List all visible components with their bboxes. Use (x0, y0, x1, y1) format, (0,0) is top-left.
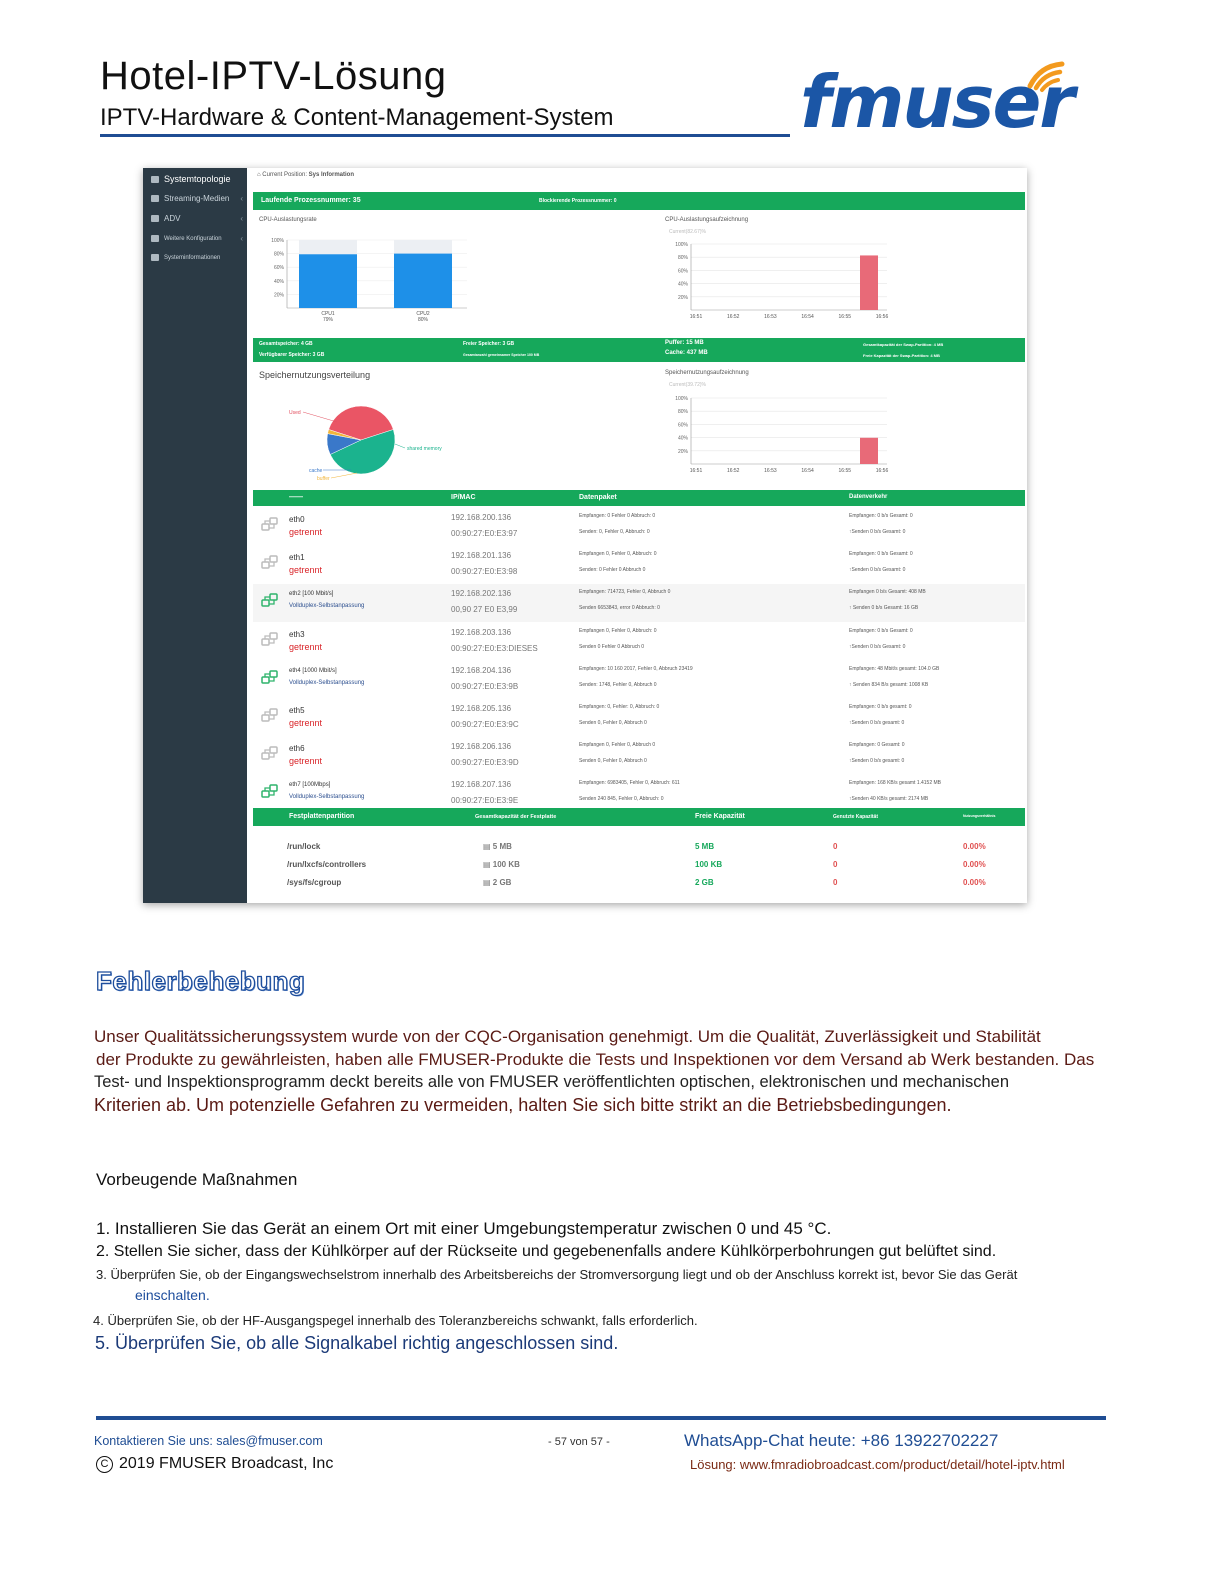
interface-status: Vollduplex-Selbstanpassung (289, 603, 365, 610)
memory-pie-chart (287, 400, 457, 484)
traffic-sent: ↑ Senden 834 B/s gesamt: 1008 KB (849, 681, 929, 688)
document-title: Hotel-IPTV-Lösung (100, 54, 447, 98)
packets-sent: Senden 6653843, error 0 Abbruch: 0 (579, 605, 660, 612)
traffic-sent: ↑Senden 0 b/s gesamt: 0 (849, 758, 905, 765)
disk-col-total: Gesamtkapazität der Festplatte (475, 814, 557, 820)
system-info-screenshot (143, 168, 1027, 903)
list-item-continuation: einschalten. (135, 1287, 210, 1303)
packets-received: Empfangen: 6983405, Fehler 0, Abbruch: 611 (579, 780, 680, 787)
y-tick-label: 100% (675, 396, 688, 402)
memory-total: Gesamtspeicher: 4 GB (259, 341, 313, 347)
pie-label: cache (309, 468, 323, 474)
disk-total: ▤ 5 MB (483, 842, 512, 851)
network-col-traffic: Datenverkehr (849, 494, 888, 500)
memory-available: Verfügbarer Speicher: 3 GB (259, 352, 325, 358)
swap-total: Gesamtkapazität der Swap-Partition: 4 MB (863, 342, 944, 347)
disk-path: /run/lock (287, 842, 321, 851)
interface-mac: 00:90:27:E0:E3:9E (451, 796, 519, 806)
packets-sent: Senden 0, Fehler 0, Abbruch 0 (579, 720, 647, 726)
packets-received: Empfangen: 0 Fehler 0 Abbruch: 0 (579, 513, 656, 519)
disk-used: 0 (833, 878, 838, 887)
disk-usage-ratio: 0.00% (963, 860, 986, 869)
sidebar-item-topology[interactable]: Systemtopologie (151, 174, 243, 184)
packets-received: Empfangen 0, Fehler 0, Abbruch 0 (579, 742, 656, 749)
y-tick-label: 40% (677, 435, 688, 442)
cpu-record-chart (667, 232, 897, 322)
fmuser-logo (800, 56, 1100, 146)
memory-record-chart (667, 386, 897, 476)
chevron-left-icon: ‹ (240, 214, 243, 223)
disk-row (253, 874, 1025, 892)
traffic-sent: ↑ Senden 0 b/s Gesamt: 16 GB (849, 605, 919, 612)
traffic-sent: ↑Senden 0 b/s Gesamt: 0 (849, 643, 906, 650)
x-tick-label: 16:55 (838, 314, 852, 320)
memory-bar (253, 338, 1025, 362)
network-port-icon (261, 745, 279, 763)
interface-ip: 192.168.206.136 (451, 742, 512, 752)
bar (394, 254, 452, 308)
x-tick-label: 16:56 (875, 314, 889, 320)
disk-total: ▤ 100 KB (483, 860, 520, 869)
y-tick-label: 40% (273, 278, 284, 285)
section-heading: Fehlerbehebung (96, 966, 306, 996)
document-subtitle: IPTV-Hardware & Content-Management-System (100, 104, 614, 131)
database-icon: ▤ (483, 860, 493, 869)
network-row (253, 584, 1025, 622)
memory-current-value: Current(39.72)% (669, 382, 706, 388)
traffic-received: Empfangen: 0 b/s Gesamt: 0 (849, 627, 913, 634)
memory-dist-title: Speichernutzungsverteilung (259, 370, 371, 380)
disk-free: 5 MB (695, 842, 715, 851)
traffic-received: Empfangen: 0 Gesamt: 0 (849, 742, 905, 749)
logo-wordmark: fmuser (800, 60, 1073, 144)
memory-cache: Cache: 437 MB (665, 350, 708, 356)
disk-col-used: Genutzte Kapazität (833, 814, 879, 820)
list-item: 4. Überprüfen Sie, ob der HF-Ausgangspegel innerhalb des Toleranzbereichs schwankt, falls erforderlich. (93, 1313, 698, 1328)
disk-usage-ratio: 0.00% (963, 842, 986, 851)
packets-sent: Senden: 0, Fehler 0, Abbruch: 0 (579, 529, 650, 535)
footer-contact: Kontaktieren Sie uns: sales@fmuser.com (94, 1434, 323, 1448)
disk-col-ratio: Nutzungsverhältnis (963, 814, 996, 818)
disk-col-free: Freie Kapazität (695, 813, 745, 820)
traffic-received: Empfangen 0 b/s Gesamt: 408 MB (849, 589, 926, 596)
pie-label-leader (395, 444, 405, 448)
network-col-packets: Datenpaket (579, 494, 617, 501)
paragraph-line: der Produkte zu gewährleisten, haben alle FMUSER-Produkte die Tests und Inspektionen vor dem Versand ab Werk bestanden. Das (96, 1050, 1095, 1069)
packets-received: Empfangen: 10 160 2017, Fehler 0, Abbruch 23419 (579, 665, 693, 672)
disk-path: /sys/fs/cgroup (287, 878, 342, 887)
list-item: 1. Installieren Sie das Gerät an einem Ort mit einer Umgebungstemperatur zwischen 0 und 45 °C. (96, 1219, 832, 1238)
memory-shared-total: Gesamtanzahl gemeinsamer Speicher 100 MB (463, 353, 540, 357)
interface-name: eth6 (289, 744, 305, 754)
x-tick-label: 16:52 (726, 468, 740, 474)
chevron-left-icon: ‹ (240, 234, 243, 243)
y-tick-label: 60% (677, 422, 688, 429)
disk-usage-ratio: 0.00% (963, 878, 986, 887)
y-tick-label: 80% (677, 409, 688, 416)
traffic-sent: ↑Senden 0 b/s gesamt: 0 (849, 720, 905, 726)
packets-sent: Senden 0, Fehler 0, Abbruch 0 (579, 758, 647, 765)
interface-mac: 00:90:27:E0:E3:9B (451, 681, 519, 691)
list-item: 2. Stellen Sie sicher, dass der Kühlkörper auf der Rückseite und gegebenenfalls andere Kühlkörperbohrungen gut belüftet sind. (96, 1243, 997, 1260)
interface-mac: 00:90:27:E0:E3:97 (451, 529, 518, 538)
packets-received: Empfangen 0, Fehler 0, Abbruch: 0 (579, 627, 657, 634)
interface-ip: 192.168.200.136 (451, 513, 512, 522)
interface-status: getrennt (289, 565, 323, 576)
packets-sent: Senden 0 Fehler 0 Abbruch 0 (579, 643, 645, 650)
info-icon (151, 254, 159, 261)
interface-name: eth2 [100 Mbit/s] (289, 591, 334, 598)
memory-free: Freier Speicher: 3 GB (463, 341, 515, 347)
pie-label: Used (289, 410, 301, 416)
packets-received: Empfangen: 0, Fehler: 0, Abbruch: 0 (579, 704, 660, 710)
disk-table-header (253, 808, 1025, 826)
packets-sent: Senden: 1748, Fehler 0, Abbruch 0 (579, 681, 657, 688)
x-tick-label: 16:54 (801, 468, 814, 474)
memory-buffer: Puffer: 15 MB (665, 340, 704, 346)
header-divider (100, 134, 790, 137)
film-icon (151, 195, 159, 202)
disk-path: /run/lxcfs/controllers (287, 860, 367, 869)
x-tick-label: 16:53 (764, 468, 777, 474)
network-port-icon (261, 631, 279, 649)
interface-name: eth0 (289, 515, 305, 524)
footer-divider (96, 1416, 1106, 1420)
interface-mac: 00:90:27:E0:E3:9D (451, 758, 519, 768)
interface-status: getrennt (289, 527, 323, 537)
x-tick-label: 16:51 (689, 468, 703, 474)
value-label: 80% (417, 317, 429, 323)
disk-used: 0 (833, 842, 838, 851)
value-label: 79% (322, 317, 334, 323)
monitor-icon (151, 215, 159, 222)
bar (299, 254, 357, 308)
interface-name: eth7 [100Mbps] (289, 782, 331, 789)
interface-status: Vollduplex-Selbstanpassung (289, 794, 365, 801)
network-port-icon (261, 669, 279, 687)
x-tick-label: 16:55 (838, 468, 852, 474)
pie-label: shared memory (407, 446, 442, 452)
interface-status: Vollduplex-Selbstanpassung (289, 679, 365, 686)
network-port-icon (261, 707, 279, 725)
x-tick-label: 16:54 (801, 314, 814, 320)
cpu-usage-chart (257, 230, 477, 330)
disk-row (253, 838, 1025, 856)
sidebar-item-sysinfo[interactable]: Systeminformationen (151, 254, 243, 261)
pie-label-leader (303, 412, 337, 422)
sidebar-item-adv[interactable]: ADV ‹ (151, 214, 243, 223)
signal-arcs-icon (1022, 56, 1082, 96)
bar (860, 438, 878, 464)
traffic-received: Empfangen: 0 b/s Gesamt: 0 (849, 551, 913, 558)
interface-name: eth5 (289, 706, 305, 715)
paragraph-line: Test- und Inspektionsprogramm deckt bereits alle von FMUSER veröffentlichten optischen, elektronischen und mechanischen (94, 1073, 1010, 1091)
database-icon: ▤ (483, 842, 493, 851)
disk-row (253, 856, 1025, 874)
x-tick-label: 16:52 (726, 314, 740, 320)
network-port-icon (261, 783, 279, 801)
y-tick-label: 40% (677, 281, 688, 288)
disk-used: 0 (833, 860, 838, 869)
bar (860, 255, 878, 310)
x-tick-label: 16:51 (689, 314, 703, 320)
category-label: CPU1 (321, 311, 335, 317)
y-tick-label: 20% (273, 292, 284, 299)
paragraph-line: Unser Qualitätssicherungssystem wurde von der CQC-Organisation genehmigt. Um die Qualität, Zuverlässigkeit und Stabilität (94, 1027, 1041, 1046)
pie-label: buffer (317, 476, 330, 482)
interface-name: eth3 (289, 629, 305, 639)
traffic-sent: ↑Senden 0 b/s Gesamt: 0 (849, 567, 906, 574)
x-tick-label: 16:56 (875, 468, 889, 474)
interface-status: getrennt (289, 641, 323, 652)
page-number: - 57 von 57 - (548, 1436, 610, 1448)
interface-ip: 192.168.201.136 (451, 551, 512, 561)
network-port-icon (261, 516, 279, 534)
interface-name: eth1 (289, 553, 305, 563)
y-tick-label: 80% (273, 251, 284, 258)
interface-ip: 192.168.203.136 (451, 627, 512, 637)
network-row (253, 508, 1025, 546)
traffic-sent: ↑Senden 0 b/s Gesamt: 0 (849, 529, 906, 535)
preventive-measures-heading: Vorbeugende Maßnahmen (96, 1170, 298, 1189)
pie-label-leader (331, 473, 357, 478)
traffic-received: Empfangen: 0 b/s gesamt: 0 (849, 704, 912, 710)
interface-mac: 00,90 27 E0 E3,99 (451, 605, 518, 615)
network-col-name: —— (289, 494, 303, 501)
gear-icon (151, 235, 159, 242)
y-tick-label: 100% (271, 238, 284, 244)
interface-status: getrennt (289, 718, 323, 728)
x-tick-label: 16:53 (764, 314, 777, 320)
running-process-count: Laufende Prozessnummer: 35 (261, 197, 361, 204)
sleeping-process-count: Blockierende Prozessnummer: 0 (539, 198, 617, 204)
disk-free: 2 GB (695, 878, 714, 887)
cpu-record-title: CPU-Auslastungsaufzeichnung (665, 217, 749, 223)
interface-ip: 192.168.207.136 (451, 780, 512, 790)
network-row (253, 699, 1025, 737)
network-port-icon (261, 554, 279, 572)
y-tick-label: 20% (677, 448, 688, 455)
network-table-header (253, 490, 1025, 506)
interface-mac: 00:90:27:E0:E3:98 (451, 567, 518, 577)
footer-url[interactable]: Lösung: www.fmradiobroadcast.com/product/detail/hotel-iptv.html (690, 1457, 1065, 1472)
network-row (253, 737, 1025, 775)
list-item: 3. Überprüfen Sie, ob der Eingangswechselstrom innerhalb des Arbeitsbereichs der Stromversorgung liegt und ob der Anschluss korrekt ist, bevor Sie das Gerät (96, 1267, 1018, 1282)
y-tick-label: 20% (677, 294, 688, 301)
packets-received: Empfangen 0, Fehler 0, Abbruch: 0 (579, 551, 657, 558)
breadcrumb: ⌂ Current Position: Sys Information (257, 172, 354, 178)
interface-name: eth4 [1000 Mbit/s] (289, 667, 337, 674)
traffic-sent: ↑Senden 40 KB/s gesamt: 2174 MB (849, 796, 929, 803)
network-port-icon (261, 592, 279, 610)
interface-ip: 192.168.205.136 (451, 704, 512, 713)
network-row (253, 623, 1025, 661)
sidebar-item-streaming[interactable]: Streaming-Medien ‹ (151, 194, 243, 203)
interface-ip: 192.168.204.136 (451, 665, 512, 675)
disk-col-partition: Festplattenpartition (289, 813, 355, 820)
disk-free: 100 KB (695, 860, 723, 869)
footer-whatsapp: WhatsApp-Chat heute: +86 13922702227 (684, 1431, 999, 1450)
network-row (253, 661, 1025, 699)
database-icon: ▤ (483, 878, 493, 887)
traffic-received: Empfangen: 48 Mbit/s gesamt: 104.0 GB (849, 665, 940, 672)
interface-status: getrennt (289, 756, 323, 767)
category-label: CPU2 (416, 311, 430, 317)
sidebar (143, 168, 247, 903)
traffic-received: Empfangen: 168 KB/s gesamt 1.4152 MB (849, 780, 941, 787)
main-content (247, 168, 1027, 903)
disk-total: ▤ 2 GB (483, 878, 512, 887)
copyright-icon: C (96, 1456, 113, 1473)
network-col-ipmac: IP/MAC (451, 494, 476, 501)
interface-mac: 00:90:27:E0:E3:DIESES (451, 643, 538, 653)
packets-sent: Senden: 0 Fehler 0 Abbruch 0 (579, 567, 646, 574)
y-tick-label: 100% (675, 242, 688, 248)
network-row (253, 546, 1025, 584)
y-tick-label: 60% (273, 265, 284, 272)
process-bar (253, 192, 1025, 210)
packets-received: Empfangen: 714723, Fehler 0, Abbruch 0 (579, 589, 671, 596)
memory-record-title: Speichernutzungsaufzeichnung (665, 370, 749, 376)
swap-free: Freie Kapazität der Swap-Partition: 4 MB (863, 353, 940, 358)
traffic-received: Empfangen: 0 b/s Gesamt: 0 (849, 513, 913, 519)
footer-copyright: C 2019 FMUSER Broadcast, Inc (96, 1455, 333, 1473)
y-tick-label: 60% (677, 268, 688, 275)
packets-sent: Senden 240 845, Fehler 0, Abbruch: 0 (579, 796, 664, 803)
chevron-left-icon: ‹ (240, 194, 243, 203)
interface-ip: 192.168.202.136 (451, 589, 512, 599)
y-tick-label: 80% (677, 255, 688, 262)
sidebar-item-config[interactable]: Weitere Konfiguration ‹ (151, 234, 243, 243)
list-item: 5. Überprüfen Sie, ob alle Signalkabel richtig angeschlossen sind. (95, 1333, 619, 1353)
cpu-current-value: Current(82.67)% (669, 229, 706, 235)
paragraph-line: Kriterien ab. Um potenzielle Gefahren zu vermeiden, halten Sie sich bitte strikt an die Betriebsbedingungen. (94, 1095, 952, 1115)
interface-mac: 00:90:27:E0:E3:9C (451, 720, 519, 729)
home-icon (151, 176, 159, 183)
cpu-usage-title: CPU-Auslastungsrate (259, 217, 317, 223)
